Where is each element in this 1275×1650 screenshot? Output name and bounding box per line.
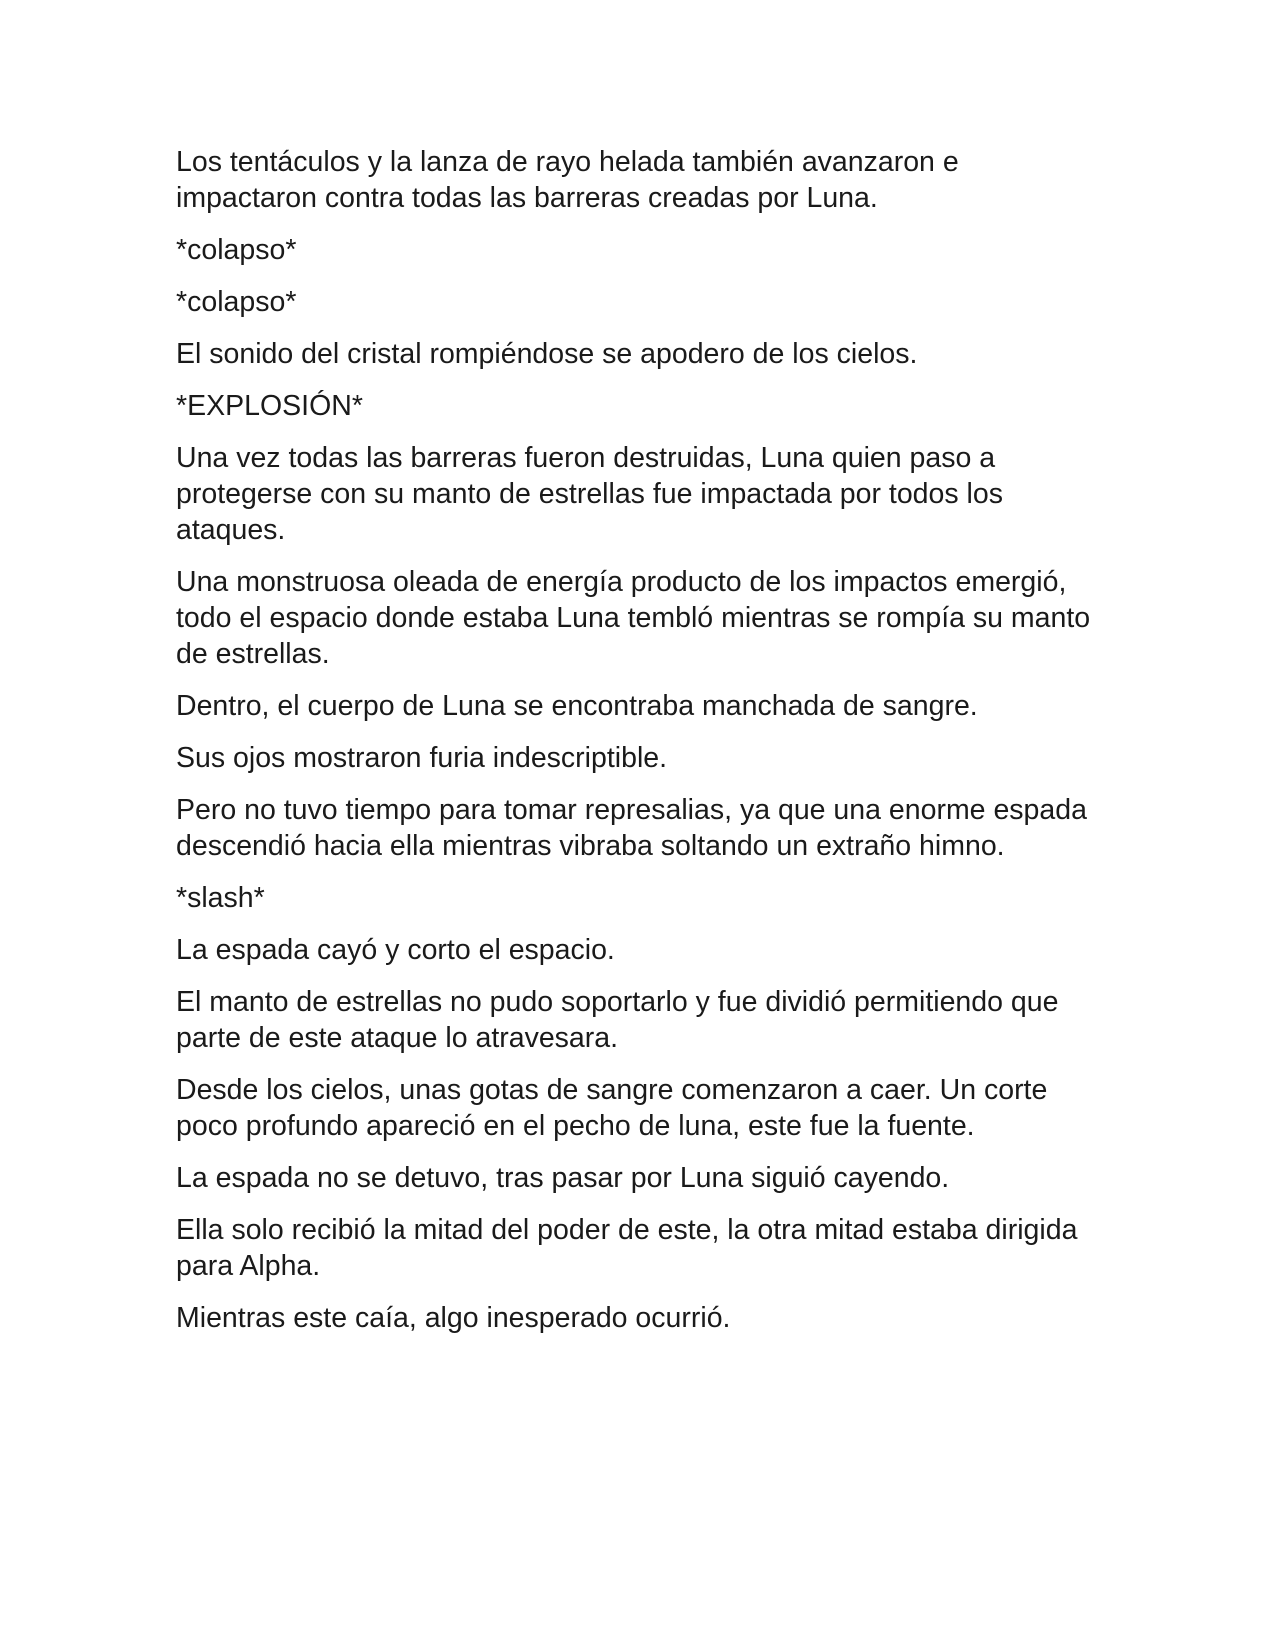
paragraph: Mientras este caía, algo inesperado ocurrió. — [176, 1302, 731, 1334]
paragraph: El sonido del cristal rompiéndose se apodero de los cielos. — [176, 338, 918, 370]
paragraph: La espada cayó y corto el espacio. — [176, 934, 615, 966]
paragraph: Pero no tuvo tiempo para tomar represalias, ya que una enorme espada descendió hacia ella mientras vibraba soltando un extraño himno. — [176, 794, 1087, 862]
paragraph: Ella solo recibió la mitad del poder de este, la otra mitad estaba dirigida para Alpha. — [176, 1214, 1078, 1282]
paragraph: *slash* — [176, 882, 265, 914]
paragraph: *colapso* — [176, 234, 297, 266]
paragraph: Dentro, el cuerpo de Luna se encontraba manchada de sangre. — [176, 690, 978, 722]
document-body — [176, 144, 1096, 1352]
paragraph: *colapso* — [176, 286, 297, 318]
paragraph: La espada no se detuvo, tras pasar por Luna siguió cayendo. — [176, 1162, 950, 1194]
paragraph: *EXPLOSIÓN* — [176, 390, 363, 422]
paragraph: Una monstruosa oleada de energía producto de los impactos emergió, todo el espacio donde estaba Luna tembló mientras se rompía su manto de estrellas. — [176, 566, 1091, 670]
paragraph: Desde los cielos, unas gotas de sangre comenzaron a caer. Un corte poco profundo apareció en el pecho de luna, este fue la fuente. — [176, 1074, 1048, 1142]
paragraph: Sus ojos mostraron furia indescriptible. — [176, 742, 668, 774]
paragraph: Una vez todas las barreras fueron destruidas, Luna quien paso a protegerse con su manto de estrellas fue impactada por todos los ataques. — [176, 442, 1003, 546]
paragraph: El manto de estrellas no pudo soportarlo y fue dividió permitiendo que parte de este ataque lo atravesara. — [176, 986, 1059, 1054]
paragraph: Los tentáculos y la lanza de rayo helada también avanzaron e impactaron contra todas las barreras creadas por Luna. — [176, 146, 959, 214]
